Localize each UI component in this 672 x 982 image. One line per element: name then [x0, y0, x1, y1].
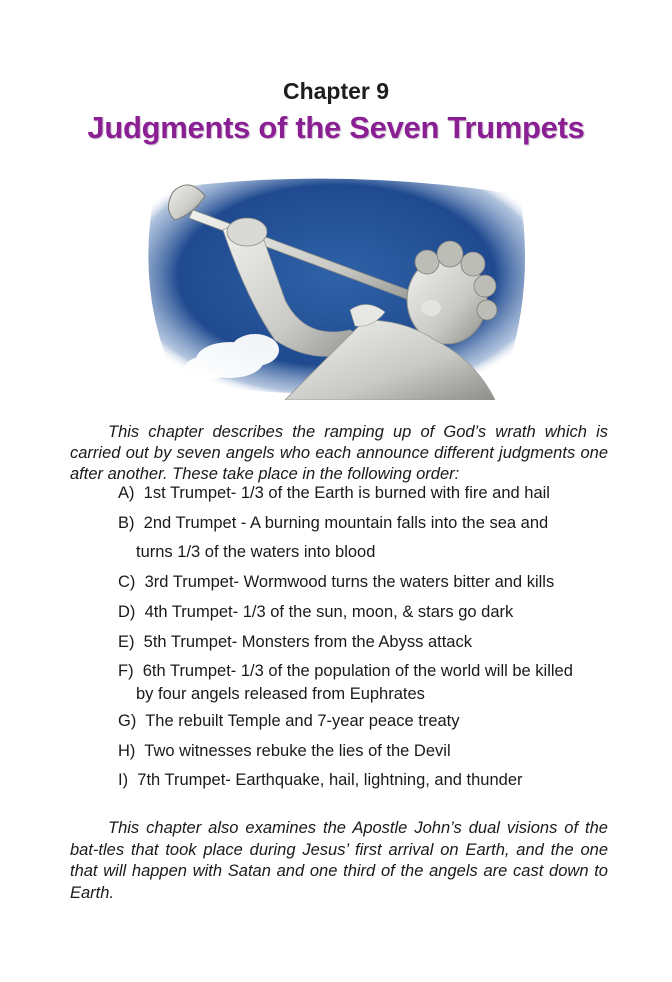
list-item: D) 4th Trumpet- 1/3 of the sun, moon, & stars go dark	[118, 603, 514, 621]
list-item: B) 2nd Trumpet - A burning mountain falls into the sea and turns 1/3 of the waters into blood	[118, 514, 549, 561]
list-item: G) The rebuilt Temple and 7-year peace treaty	[118, 712, 460, 730]
list-item: I) 7th Trumpet- Earthquake, hail, lightning, and thunder	[118, 771, 523, 789]
list-item: F) 6th Trumpet- 1/3 of the population of the world will be killed by four angels released from Euphrates	[118, 662, 573, 703]
list-item: C) 3rd Trumpet- Wormwood turns the waters bitter and kills	[118, 573, 555, 591]
angel-trumpet-illustration	[135, 170, 535, 400]
list-item: E) 5th Trumpet- Monsters from the Abyss attack	[118, 633, 472, 651]
list-item: H) Two witnesses rebuke the lies of the Devil	[118, 742, 451, 760]
list-item: A) 1st Trumpet- 1/3 of the Earth is burned with fire and hail	[118, 484, 550, 502]
outro-paragraph: This chapter also examines the Apostle John’s dual visions of the bat-tles that took place during Jesus’ first arrival on Earth, and the one that will happen with Satan and one third of the angels are cast down to Earth.	[70, 819, 608, 902]
intro-paragraph: This chapter describes the ramping up of God’s wrath which is carried out by seven angels who each announce different judgments one after another. These take place in the following order:	[70, 423, 608, 483]
chapter-title: Judgments of the Seven Trumpets	[87, 110, 585, 145]
chapter-number: Chapter 9	[282, 78, 390, 104]
